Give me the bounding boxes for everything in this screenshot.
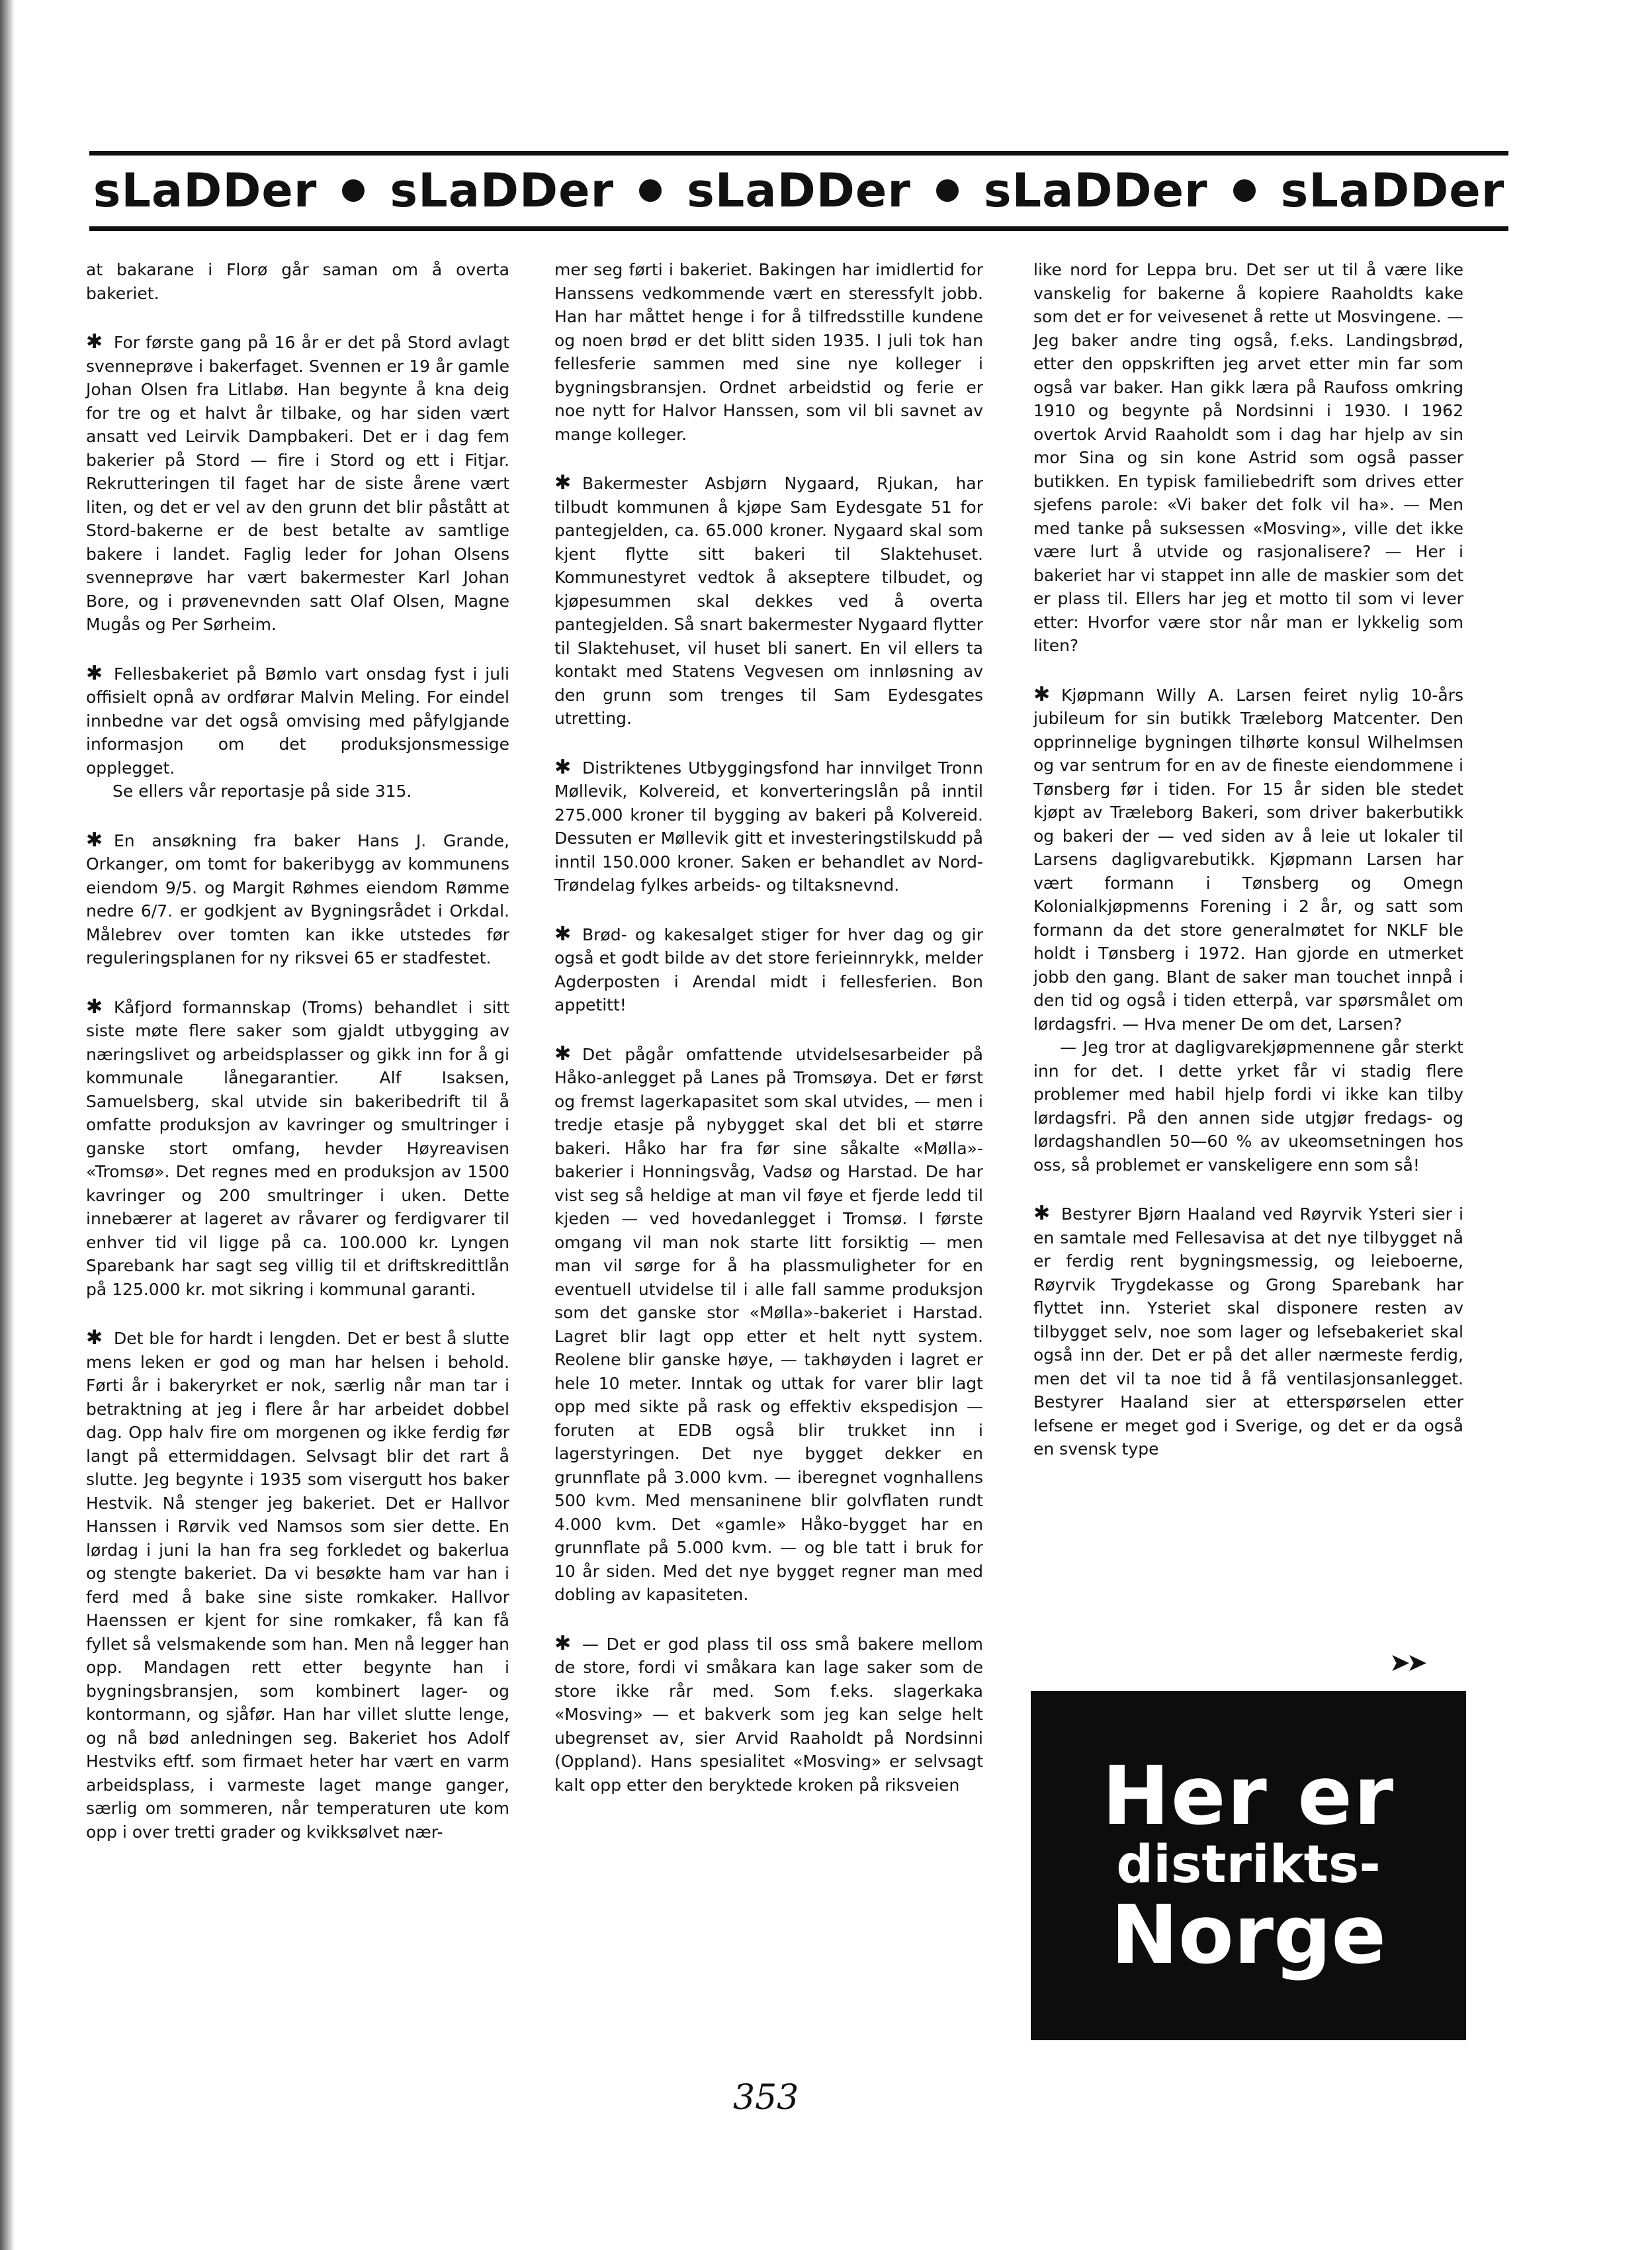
bullet-dot [639,179,662,202]
asterisk-icon: ✱ [554,1631,572,1655]
news-text: Kåfjord formannskap (Troms) behandlet i sitt siste møte flere saker som gjaldt utbygging av næringslivet og arbeidsplasser og gikk inn for å gi kommunale lånegarantier. Alf Isaksen, Samuelsberg, skal utvide sin bakeribedrift til å omfatte produksjon av kavringer og smultringer i ganske stort omfang, hevder Høyreavisen «Tromsø». Det regnes med en produksjon av 1500 kavringer og 200 smultringer i uken. Dette innebærer at lageret av råvarer og ferdigvarer til enhver tid vil ligge på ca. 100.000 kr. Lyngen Sparebank har sagt seg villig til et driftskredittlån på 125.000 kr. mot sikring i kommunal garanti. [86,997,509,1299]
news-text: at bakarane i Florø går saman om å overta bakeriet. [86,260,509,303]
news-text: Det ble for hardt i lengden. Det er best å slutte mens leken er god og man har helsen i behold. Førti år i bakeryrket er nok, særlig når man tar i betraktning at jeg i flere år har arbeidet dobbel dag. Opp halv fire om morgenen og ikke ferdig før langt på ettermiddagen. Selvsagt blir det rart å slutte. Jeg begynte i 1935 som visergutt hos baker Hestvik. Nå stenger jeg bakeriet. Det er Hallvor Hanssen i Rørvik ved Namsos som sier dette. En lørdag i juni la han fra seg forkledet og bakerlua og stengte bakeriet. Da vi besøkte ham var han i ferd med å bake sine siste romkaker. Hallvor Haenssen er kjent for sine romkaker, få kan få fyllet så velsmakende som han. Men nå legger han opp. Mandagen rett etter begynte han i bygningsbransjen, som kombinert lager- og kontormann, og sjåfør. Han har villet slutte lenge, og nå bød anledningen seg. Bakeriet hos Adolf Hestviks eftf. som firmaet heter har vært en varm arbeidsplass, i varmeste laget mange ganger, særlig om sommeren, når temperaturen ute kom opp i over tretti grader og kvikksølvet nær- [86,1329,509,1842]
news-item [554,756,983,897]
news-item [1033,683,1463,1177]
ad-line-3: Norge [1110,1887,1387,1982]
bullet-dot [1233,179,1256,202]
news-item [554,471,983,731]
news-text: Bakermester Asbjørn Nygaard, Rjukan, har tilbudt kommunen å kjøpe Sam Eydesgate 51 for pantegjelden, ca. 65.000 kroner. Nygaard skal som kjent flytte sitt bakeri til Slaktehuset. Kommunestyret vedtok å akseptere tilbudet, og kjøpesummen skal dekkes ved å overta pantegjelden. Så snart bakermester Nygaard flytter til Slaktehuset, vil huset bli sanert. En vil ellers ta kontakt med Statens Vegvesen om innløsning av den grunn som trenges til Sam Eydesgates utretting. [554,474,983,728]
news-text: mer seg førti i bakeriet. Bakingen har imidlertid for Hanssens vedkommende vært en steressfylt jobb. Han har måttet henge i for å tilfredsstille kundene og noen brød er det blitt siden 1935. I juli tok han fellesferie sammen med sine nye kolleger i bygningsbransjen. Ordnet arbeidstid og ferie er noe nytt for Halvor Hanssen, som vil bli savnet av mange kolleger. [554,260,983,444]
news-paragraph [1033,1036,1463,1177]
header-rule-top [89,151,1508,156]
ad-line-1: Her er [1102,1748,1395,1843]
asterisk-icon: ✱ [86,995,103,1018]
asterisk-icon: ✱ [554,1042,572,1065]
asterisk-icon: ✱ [554,755,572,779]
news-paragraph [554,922,983,1017]
asterisk-icon: ✱ [86,661,103,685]
asterisk-icon: ✱ [1033,1202,1051,1225]
news-paragraph [554,258,983,446]
text-column-2 [554,258,983,1822]
asterisk-icon: ✱ [554,922,572,946]
asterisk-icon: ✱ [86,828,103,852]
news-item [86,995,509,1302]
asterisk-icon: ✱ [1033,682,1051,706]
news-paragraph [86,780,509,803]
header-word: sLaDDer [93,163,318,218]
news-paragraph [86,1326,509,1844]
news-paragraph [86,330,509,637]
news-text: Se ellers vår reportasje på side 315. [112,782,412,801]
news-item [86,1326,509,1844]
news-text: Det pågår omfattende utvidelsesarbeider på Håko-anlegget på Lanes på Tromsøya. Det er først og fremst lagerkapasitet som skal utvides, — men i tredje etasje på nybygget skal det bli et større bakeri. Håko har fra før sine såkalte «Mølla»-bakerier i Honningsvåg, Vadsø og Harstad. De har vist seg så heldige at man vil føye et fjerde ledd til kjeden — ved hovedanlegget i Tromsø. I første omgang vil man nok starte litt forsiktig — men man vil sørge for å ha plassmuligheter for en eventuell utvidelse til i alle fall samme produksjon som det ganske stor «Mølla»-bakeriet i Harstad. Lagret blir lagt opp etter et helt nytt system. Reolene blir ganske høye, — takhøyden i lagret er hele 10 meter. Inntak og uttak for varer blir lagt opp med sikte på rask og effektiv ekspedisjon — foruten at EDB også blir trukket inn i lagerstyringen. Det nye bygget dekker en grunnflate på 3.000 kvm. — iberegnet vognhallens 500 kvm. Med mensaninene blir golvflaten rundt 4.000 kvm. Det «gamle» Håko-bygget har en grunnflate på 5.000 kvm. — og ble tatt i bruk for 10 år siden. Med det nye bygget regner man med dobling av kapasiteten. [554,1044,983,1604]
news-item [86,662,509,803]
news-item [86,330,509,637]
news-paragraph [86,829,509,970]
news-text: Kjøpmann Willy A. Larsen feiret nylig 10-års jubileum for sin butikk Træleborg Matcenter. Den opprinnelige bygningen tilhørte konsul Wilhelmsen og var sentrum for en av de fineste eiendommene i Tønsberg før i tiden. For 15 år siden ble stedet kjøpt av Træleborg Bakeri, som driver bakerbutikk og bakeri der — ved siden av å leie ut lokaler til Larsens dagligvarebutikk. Kjøpmann Larsen har vært formann i Tønsberg og Omegn Kolonialkjøpmenns Forening i 2 år, og satt som formann da det store generalmøtet for NKLF ble holdt i Tønsberg i 1972. Han gjorde en utmerket jobb den gang. Blant de saker man touchet innpå i den tid og også i tiden etterpå, var spørsmålet om lørdagsfri. — Hva mener De om det, Larsen? [1033,685,1463,1034]
news-paragraph [86,258,509,305]
text-column-1 [86,258,509,1869]
bullet-dot [342,179,365,202]
ad-line-2: distrikts- [1116,1835,1381,1895]
news-item [554,258,983,446]
news-text: Fellesbakeriet på Bømlo vart onsdag fyst i juli offisielt opnå av ordførar Malvin Meling. For eindel innbedne var det også omvising med påfylgjande informasjon om det produksjonsmessige opplegget. [86,664,509,778]
news-text: Brød- og kakesalget stiger for hver dag og gir også et godt bilde av det store ferieinnrykk, melder Agderposten i Arendal midt i fellesferien. Bon appetitt! [554,924,983,1014]
news-paragraph [554,471,983,731]
continue-arrow-icon: ➤➤ [1389,1648,1424,1677]
news-item [554,1632,983,1797]
news-text: — Jeg tror at dagligvarekjøpmennene går sterkt inn for det. I dette yrket får vi stadig flere problemer med habil hjelp fordi vi ikke kan tilby lørdagsfri. På den annen side utgjør fredags- og lørdagshandlen 50—60 % av ukeomsetningen hos oss, så problemet er vanskeligere enn som så! [1033,1038,1463,1175]
news-item [86,258,509,305]
header-word: sLaDDer [1280,163,1505,218]
news-paragraph [554,756,983,897]
news-text: For første gang på 16 år er det på Stord avlagt svenneprøve i bakerfaget. Svennen er 19 år gamle Johan Olsen fra Litlabø. Han begynte å kna deig for tre og et halvt år tilbake, og har siden vært ansatt ved Leirvik Dampbakeri. Det er i dag fem bakerier på Stord — fire i Stord og ett i Fitjar. Rekrutteringen til faget har de siste årene vært liten, og det er vel av den grunn det blir påstått at Stord-bakerne er de best betalte av samtlige bakere i landet. Faglig leder for Johan Olsens svenneprøve har vært bakermester Karl Johan Bore, og i prøvenevnden satt Olaf Olsen, Magne Mugås og Per Sørheim. [86,333,509,634]
news-text: like nord for Leppa bru. Det ser ut til å være like vanskelig for bakerne å kopiere Raaholdts kake som det er for veivesenet å rette ut Mosvingene. — Jeg baker andre ting også, f.eks. Landingsbrød, etter den oppskriften jeg arvet etter min far som også var baker. Han gikk læra på Raufoss omkring 1910 og begynte på Nordsinni i 1930. I 1962 overtok Arvid Raaholdt som i dag har hjelp av sin mor Sina og sin kone Astrid som også passer butikken. En typisk familiebedrift som drives etter sjefens parole: «Vi baker det folk vil ha». — Men med tanke på suksessen «Mosving», ville det ikke være lurt å utvide og rasjonalisere? — Her i bakeriet har vi stappet inn alle de maskier som det er plass til. Ellers har jeg et motto til som vi lever etter: Hvorfor være stor når man er lykkelig som liten? [1033,260,1463,655]
news-item [86,829,509,970]
news-paragraph [86,995,509,1302]
bullet-dot [936,179,959,202]
news-text: — Det er god plass til oss små bakere mellom de store, fordi vi småkara kan lage saker som de store ikke rår med. Som f.eks. slagerkaka «Mosving» — et bakverk som jeg kan selge helt ubegrenset av, sier Arvid Raaholdt på Nordsinni (Oppland). Hans spesialitet «Mosving» er selvsagt kalt opp etter den beryktede kroken på riksveien [554,1634,983,1795]
news-text: Bestyrer Bjørn Haaland ved Røyrvik Ysteri sier i en samtale med Fellesavisa at det nye tilbygget nå er ferdig rent bygningsmessig, og leieboerne, Røyrvik Trygdekasse og Grong Sparebank har flyttet inn. Ysteriet skal disponere resten av tilbygget selv, noe som lager og lefsebakeriet skal også inn der. Det er på det aller nærmeste ferdig, men det vil ta noe tid å få ventilasjonsanlegget. Bestyrer Haaland sier at etterspørselen etter lefsene er meget god i Sverige, og det er da også en svensk type [1033,1204,1463,1459]
news-item [554,1042,983,1607]
news-paragraph [1033,1202,1463,1461]
asterisk-icon: ✱ [86,1326,103,1349]
header-word: sLaDDer [983,163,1208,218]
news-paragraph [554,1042,983,1607]
section-header [89,158,1508,224]
text-column-3 [1033,258,1463,1486]
header-word: sLaDDer [390,163,615,218]
page-number: 353 [733,2078,799,2118]
news-item [1033,258,1463,658]
news-item [554,922,983,1017]
header-word: sLaDDer [687,163,911,218]
news-paragraph [554,1632,983,1797]
header-rule-bottom [89,226,1508,231]
page-binding-edge [0,0,15,2250]
news-item [1033,1202,1463,1461]
news-paragraph [86,662,509,780]
news-paragraph [1033,258,1463,658]
asterisk-icon: ✱ [86,330,103,353]
news-text: Distriktenes Utbyggingsfond har innvilget Tronn Møllevik, Kolvereid, et konverteringslån på inntil 275.000 kroner til bygging av bakeri på Kolvereid. Dessuten er Møllevik gitt et investeringstilskudd på inntil 150.000 kroner. Saken er behandlet av Nord-Trøndelag fylkes arbeids- og tiltaksnevnd. [554,758,983,895]
asterisk-icon: ✱ [554,471,572,494]
news-paragraph [1033,683,1463,1036]
news-text: En ansøkning fra baker Hans J. Grande, Orkanger, om tomt for bakeribygg av kommunens eiendom 9/5. og Margit Røhmes eiendom Rømme nedre 6/7. er godkjent av Bygningsrådet i Orkdal. Målebrev over tomten kan ikke utstedes før reguleringsplanen for ny riksvei 65 er stadfestet. [86,831,509,968]
advertisement-box [1031,1691,1466,2040]
